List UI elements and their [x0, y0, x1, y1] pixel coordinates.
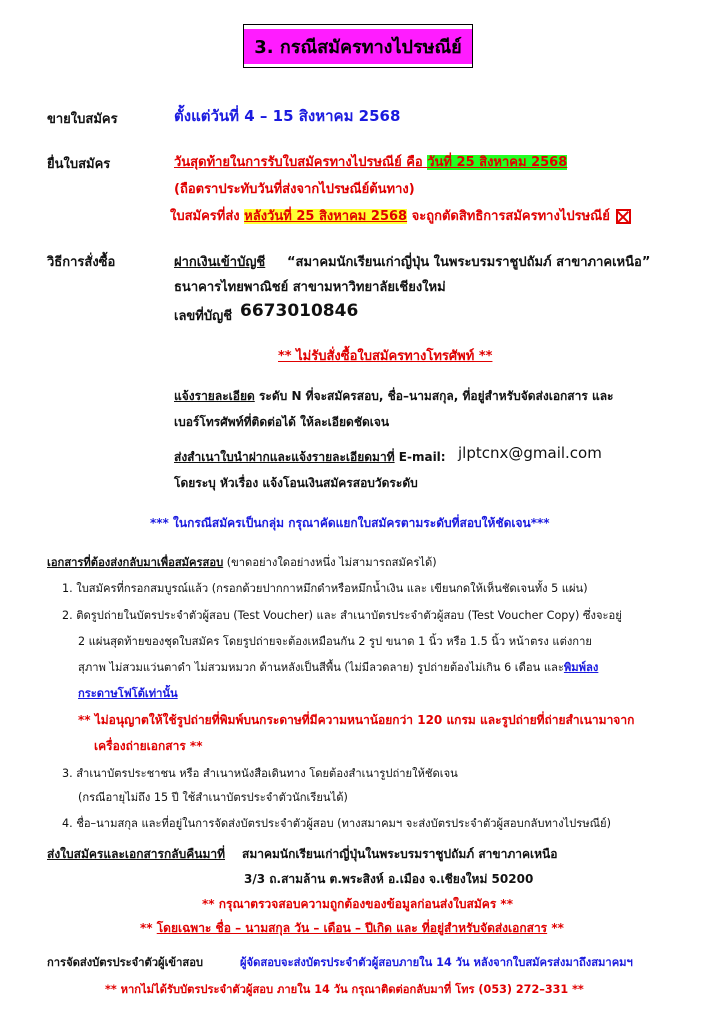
- detail-line-1: [174, 387, 614, 406]
- late-date: หลังวันที่ 25 สิงหาคม 2568: [244, 209, 408, 224]
- docs-heading-line: [47, 553, 437, 571]
- no-phone-order-note: ** ไม่รับสั่งซื้อใบสมัครทางโทรศัพท์ **: [278, 349, 493, 364]
- subject-line: โดยระบุ หัวเรื่อง แจ้งโอนเงินสมัครสอบวัดระดับ: [174, 476, 418, 490]
- email-address[interactable]: jlptcnx@gmail.com: [458, 444, 602, 462]
- photo-paper-link[interactable]: พิมพ์ลง: [563, 661, 599, 674]
- doc-item-3-line-2: (กรณีอายุไม่ถึง 15 ปี ใช้สำเนาบัตรประจำตัวนักเรียนได้): [78, 791, 348, 804]
- submit-label: ยื่นใบสมัคร: [47, 157, 111, 172]
- email-label: E-mail:: [394, 450, 446, 464]
- detail-label: แจ้งรายละเอียด: [174, 389, 255, 403]
- return-label: ส่งใบสมัครและเอกสารกลับคืนมาที่: [47, 847, 226, 861]
- sale-period: ตั้งแต่วันที่ 4 – 15 สิงหาคม 2568: [174, 107, 401, 125]
- especially-prefix: **: [140, 921, 157, 935]
- postmark-note: (ถือตราประทับวันที่ส่งจากไปรษณีย์ต้นทาง): [174, 182, 415, 197]
- section-title-box: [243, 24, 473, 68]
- return-line: [47, 845, 225, 864]
- deadline-line: [174, 151, 567, 172]
- deadline-prefix: วันสุดท้ายในการรับใบสมัครทางไปรษณีย์ คือ: [174, 155, 428, 170]
- photo-paper-link-cont[interactable]: กระดาษโฟโต้เท่านั้น: [78, 687, 178, 700]
- slip-line: [174, 448, 446, 467]
- deadline-date: วันที่ 25 สิงหาคม 2568: [427, 155, 568, 170]
- late-suffix: จะถูกตัดสิทธิการสมัครทางไปรษณีย์: [407, 209, 610, 224]
- late-prefix: ใบสมัครที่ส่ง: [170, 209, 245, 224]
- check-data-note: ** กรุณาตรวจสอบความถูกต้องของข้อมูลก่อนส่งใบสมัคร **: [202, 897, 513, 911]
- deposit-label: ฝากเงินเข้าบัญชี: [174, 255, 266, 270]
- page-title: 3. กรณีสมัครทางไปรษณีย์: [244, 29, 471, 64]
- photo-warning-line-1: ** ไม่อนุญาตให้ใช้รูปถ่ายที่พิมพ์บนกระดาษที่มีความหนาน้อยกว่า 120 แกรม และรูปถ่ายที่ถ่ายสำเนามาจาก: [78, 713, 635, 727]
- voucher-contact-note: ** หากไม่ได้รับบัตรประจำตัวผู้สอบ ภายใน 14 วัน กรุณาติดต่อกลับมาที่ โทร (053) 272–331 **: [105, 983, 584, 996]
- x-box-icon: [616, 209, 631, 224]
- detail-text-2: เบอร์โทรศัพท์ที่ติดต่อได้ ให้ละเอียดชัดเจน: [174, 415, 390, 429]
- docs-heading: เอกสารที่ต้องส่งกลับมาเพื่อสมัครสอบ: [47, 556, 224, 569]
- doc-item-2-line-1: 2. ติดรูปถ่ายในบัตรประจำตัวผู้สอบ (Test Voucher) และ สำเนาบัตรประจำตัวผู้สอบ (Test Voucher Copy) ซึ่งจะอยู่: [62, 609, 622, 622]
- doc-item-2-line-2: 2 แผ่นสุดท้ายของชุดใบสมัคร โดยรูปถ่ายจะต้องเหมือนกัน 2 รูป ขนาด 1 นิ้ว หรือ 1.5 นิ้ว หน้าตรง แต่งกาย: [78, 635, 592, 648]
- detail-text-1: ระดับ N ที่จะสมัครสอบ, ชื่อ–นามสกุล, ที่อยู่สำหรับจัดส่งเอกสาร และ: [254, 389, 614, 403]
- doc-item-4: 4. ชื่อ–นามสกุล และที่อยู่ในการจัดส่งบัตรประจำตัวผู้สอบ (ทางสมาคมฯ จะส่งบัตรประจำตัวผู้สอบกลับทางไปรษณีย์): [62, 817, 611, 830]
- doc-item-2-text-3: สุภาพ ไม่สวมแว่นตาดำ ไม่สวมหมวก ด้านหลังเป็นสีพื้น (ไม่มีลวดลาย) รูปถ่ายต้องไม่เกิน 6 เดือน และ: [78, 661, 564, 674]
- docs-heading-note: (ขาดอย่างใดอย่างหนึ่ง ไม่สามารถสมัครได้): [223, 556, 437, 569]
- especially-suffix: **: [547, 921, 564, 935]
- return-address: 3/3 ถ.สามล้าน ต.พระสิงห์ อ.เมือง จ.เชียงใหม่ 50200: [244, 872, 534, 886]
- sale-label: ขายใบสมัคร: [47, 112, 118, 127]
- doc-item-2-line-4: [78, 684, 178, 702]
- especially-text: โดยเฉพาะ ชื่อ – นามสกุล วัน – เดือน – ปีเกิด และ ที่อยู่สำหรับจัดส่งเอกสาร: [156, 921, 548, 935]
- doc-item-3-line-1: 3. สำเนาบัตรประชาชน หรือ สำเนาหนังสือเดินทาง โดยต้องสำเนารูปถ่ายให้ชัดเจน: [62, 767, 458, 780]
- voucher-text: ผู้จัดสอบจะส่งบัตรประจำตัวผู้สอบภายใน 14 วัน หลังจากใบสมัครส่งมาถึงสมาคมฯ: [240, 956, 633, 969]
- photo-warning-line-2: เครื่องถ่ายเอกสาร **: [94, 739, 203, 753]
- doc-item-2-line-3: [78, 658, 598, 676]
- account-no-label: เลขที่บัญชี: [174, 309, 233, 324]
- return-org: สมาคมนักเรียนเก่าญี่ปุ่นในพระบรมราชูปถัมภ์ สาขาภาคเหนือ: [242, 847, 558, 861]
- group-note: *** ในกรณีสมัครเป็นกลุ่ม กรุณาคัดแยกใบสมัครตามระดับที่สอบให้ชัดเจน***: [150, 516, 550, 530]
- especially-note: [140, 919, 564, 938]
- account-name: “สมาคมนักเรียนเก่าญี่ปุ่น ในพระบรมราชูปถัมภ์ สาขาภาคเหนือ”: [287, 255, 651, 270]
- doc-item-1: 1. ใบสมัครที่กรอกสมบูรณ์แล้ว (กรอกด้วยปากกาหมึกดำหรือหมึกน้ำเงิน และ เขียนกดให้เห็นชัดเจนทั้ง 5 แผ่น): [62, 582, 588, 595]
- account-number: 6673010846: [240, 301, 359, 321]
- slip-label: ส่งสำเนาใบนำฝากและแจ้งรายละเอียดมาที่: [174, 450, 395, 464]
- late-line: [170, 205, 631, 226]
- order-label: วิธีการสั่งซื้อ: [47, 255, 116, 270]
- bank-name: ธนาคารไทยพาณิชย์ สาขามหาวิทยาลัยเชียงใหม่: [174, 280, 446, 295]
- voucher-label: การจัดส่งบัตรประจำตัวผู้เข้าสอบ: [47, 956, 204, 969]
